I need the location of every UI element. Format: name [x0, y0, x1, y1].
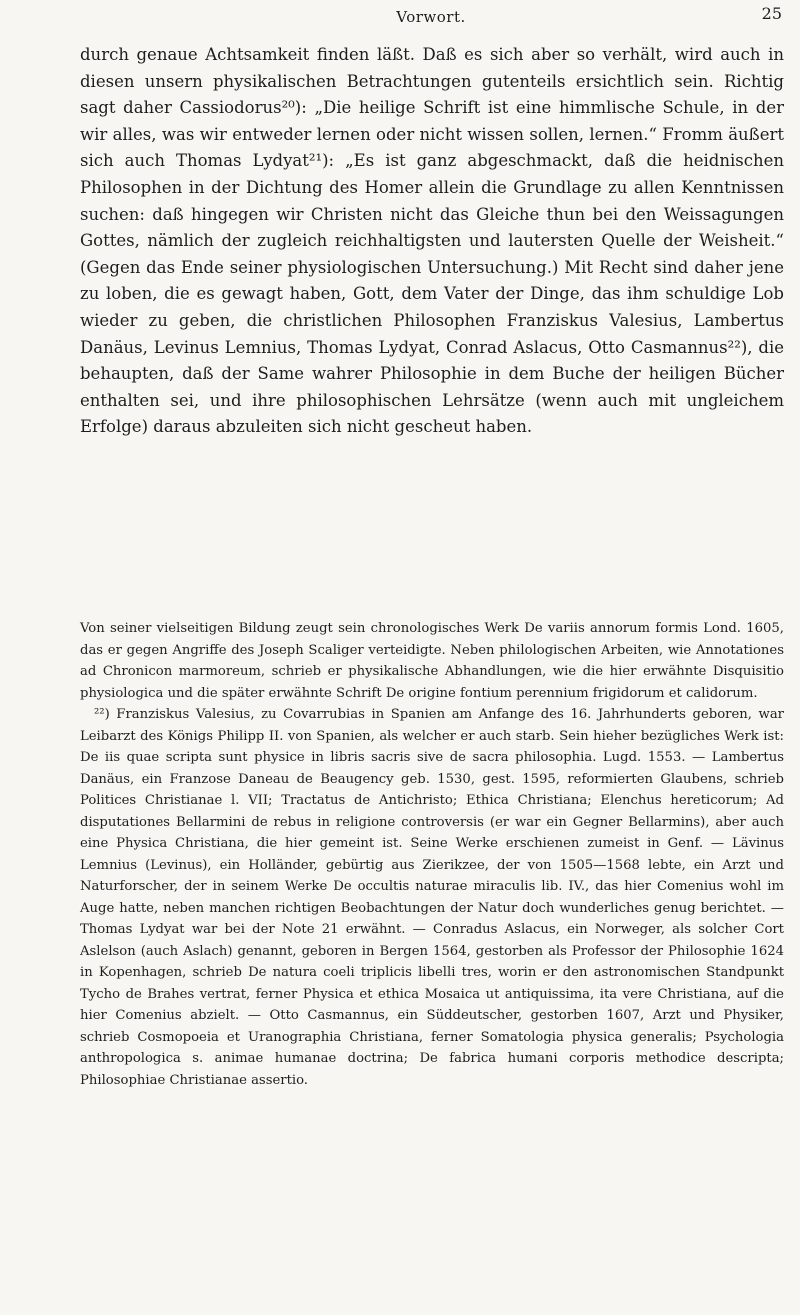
footnote-22: ²²) Franziskus Valesius, zu Covarrubias in Spanien am Anfange des 16. Jahrhunderts geboren, war Leibarzt des Königs Philipp II. von Spanien, als welcher er auch starb. Sein hieher bezügliches Werk ist: De iis quae scripta sunt physice in libris sacris sive de sacra philosophia. Lugd. 1553. — Lambertus Danäus, ein Franzose Daneau de Beaugency geb. 1530, gest. 1595, reformierten Glaubens, schrieb Politices Christianae l. VII; Tractatus de Antichristo; Ethica Christiana; Elenchus hereticorum; Ad disputationes Bellarmini de rebus in religione controversis (er war ein Gegner Bellarmins), aber auch eine Physica Christiana, die hier gemeint ist. Seine Werke erschienen zumeist in Genf. — Lävinus Lemnius (Levinus), ein Holländer, gebürtig aus Zierikzee, der von 1505—1568 lebte, ein Arzt und Naturforscher, der in seinem Werke De occultis naturae miraculis lib. IV., das hier Comenius wohl im Auge hatte, neben manchen richtigen Beobachtungen der Natur doch wunderliches genug berichtet. — Thomas Lydyat war bei der Note 21 erwähnt. — Conradus Aslacus, ein Norweger, als solcher Cort Aslelson (auch Aslach) genannt, geboren in Bergen 1564, gestorben als Professor der Philosophie 1624 in Kopenhagen, schrieb De natura coeli triplicis libelli tres, worin er den astronomischen Standpunkt Tycho de Brahes vertrat, ferner Physica et ethica Mosaica ut antiquissima, ita vere Christiana, auf die hier Comenius abzielt. — Otto Casmannus, ein Süddeutscher, gestorben 1607, Arzt und Physiker, schrieb Cosmopoeia et Uranographia Christiana, ferner Somatologia physica generalis; Psychologia anthropologica s. animae humanae doctrina; De fabrica humani corporis methodice descripta; Philosophiae Christianae assertio. — [80, 707, 784, 1088]
body-paragraph: durch genaue Achtsamkeit finden läßt. Daß es sich aber so verhält, wird auch in diesen unsern physikalischen Betrachtungen gutenteils ersichtlich sein. Richtig sagt daher Cassiodorus²⁰): „Die heilige Schrift ist eine himmlische Schule, in der wir alles, was wir entweder lernen oder nicht wissen sollen, lernen.“ Fromm äußert sich auch Thomas Lydyat²¹): „Es ist ganz abgeschmackt, daß die heidnischen Philosophen in der Dichtung des Homer allein die Grundlage zu allen Kenntnissen suchen: daß hingegen wir Christen nicht das Gleiche thun bei den Weissagungen Gottes, nämlich der zugleich reichhaltigsten und lautersten Quelle der Weisheit.“ (Gegen das Ende seiner physiologischen Untersuchung.) Mit Recht sind daher jene zu loben, die es gewagt haben, Gott, dem Vater der Dinge, das ihm schuldige Lob wieder zu geben, die christlichen Philosophen Franziskus Valesius, Lambertus Danäus, Levinus Lemnius, Thomas Lydyat, Conrad Aslacus, Otto Casmannus²²), die behaupten, daß der Same wahrer Philosophie in dem Buche der heiligen Bücher enthalten sei, und ihre philosophischen Lehrsätze (wenn auch mit ungleichem Erfolge) daraus abzuleiten sich nicht gescheut haben. — [80, 45, 784, 437]
page-number: 25 — [761, 4, 782, 23]
running-head: Vorwort. — [396, 8, 466, 26]
main-text — [80, 42, 784, 441]
page-header — [80, 4, 782, 28]
footnotes — [80, 618, 784, 1091]
footnote-21-continuation: Von seiner vielseitigen Bildung zeugt sein chronologisches Werk De variis annorum formis Lond. 1605, das er gegen Angriffe des Joseph Scaliger verteidigte. Neben philologischen Arbeiten, wie Annotationes ad Chronicon marmoreum, schrieb er physikalische Abhandlungen, wie die hier erwähnte Disquisitio physiologica und die später erwähnte Schrift De origine fontium perennium frigidorum et calidorum. — [80, 621, 784, 701]
